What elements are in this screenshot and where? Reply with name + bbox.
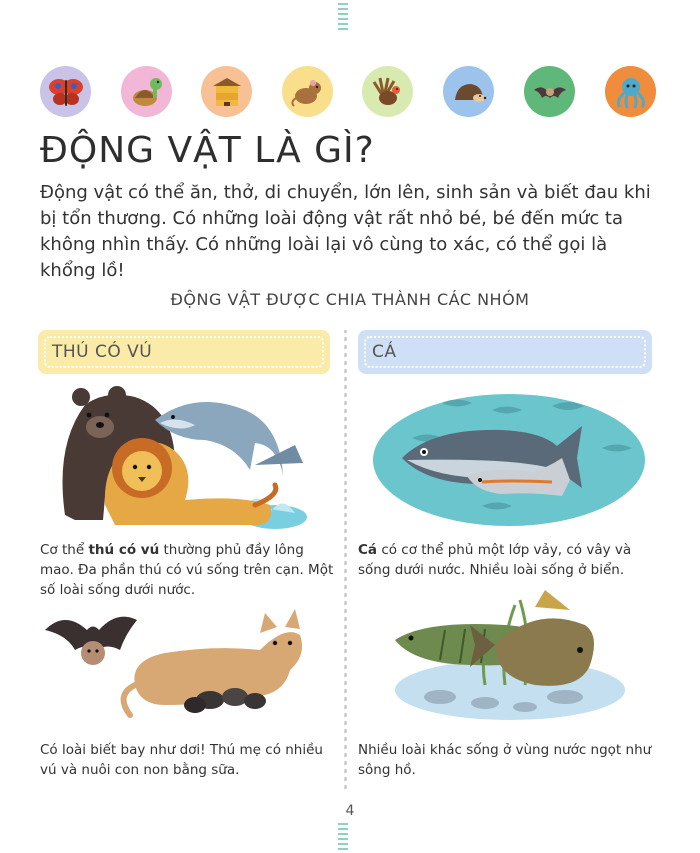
fish-heading-band (358, 330, 652, 374)
mammal-heading-band (38, 330, 330, 374)
fish-caption-1-rest: có cơ thể phủ một lớp vảy, có vây và sống dưới nước. Nhiều loài sống ở biển. (358, 542, 632, 578)
hedgehog-icon (443, 66, 494, 117)
intro-paragraph: Động vật có thể ăn, thở, di chuyển, lớn lên, sinh sản và biết đau khi bị tổn thương. Có những loài động vật rất nhỏ bé, bé đến mức ta không nhìn thấy. Có những loài lại vô cùng to xác, có thể gọi là khổng lồ! (40, 182, 651, 281)
section-subheading: ĐỘNG VẬT ĐƯỢC CHIA THÀNH CÁC NHÓM (170, 290, 530, 309)
fish-caption-2: Nhiều loài khác sống ở vùng nước ngọt như sông hồ. (358, 742, 652, 778)
freshwater-fish-illustration (385, 585, 635, 725)
bottom-stitch-decoration (337, 818, 349, 853)
mouse-icon (282, 66, 333, 117)
page-title: ĐỘNG VẬT LÀ GÌ? (40, 130, 375, 171)
page-number: 4 (345, 803, 355, 819)
butterfly-icon (40, 66, 91, 117)
beehive-icon (201, 66, 252, 117)
column-divider (344, 330, 347, 790)
band-dotted-border (364, 336, 646, 368)
fish-term: Cá (358, 542, 378, 558)
mammal-caption-1 (40, 540, 340, 600)
sea-fish-illustration (372, 388, 647, 528)
mammal-term: thú có vú (88, 542, 160, 558)
bear-lion-dolphin-illustration (45, 385, 315, 535)
mammal-caption-1-rest: thường phủ đầy lông mao. Đa phần thú có vú sống trên cạn. Một số loài sống dưới nước. (40, 542, 334, 598)
bat-icon (524, 66, 575, 117)
mammal-heading: THÚ CÓ VÚ (52, 342, 153, 362)
tortoise-icon (121, 66, 172, 117)
mammal-caption-2: Có loài biết bay như dơi! Thú mẹ có nhiều vú và nuôi con non bằng sữa. (40, 742, 323, 778)
animal-icon-row (40, 66, 660, 118)
octopus-icon (605, 66, 656, 117)
fish-caption-1 (358, 540, 658, 580)
mammal-caption-1-text: Cơ thể (40, 542, 89, 558)
turkey-icon (362, 66, 413, 117)
top-stitch-decoration (337, 0, 349, 34)
bat-cat-kittens-illustration (45, 605, 315, 730)
fish-heading: CÁ (372, 342, 397, 362)
